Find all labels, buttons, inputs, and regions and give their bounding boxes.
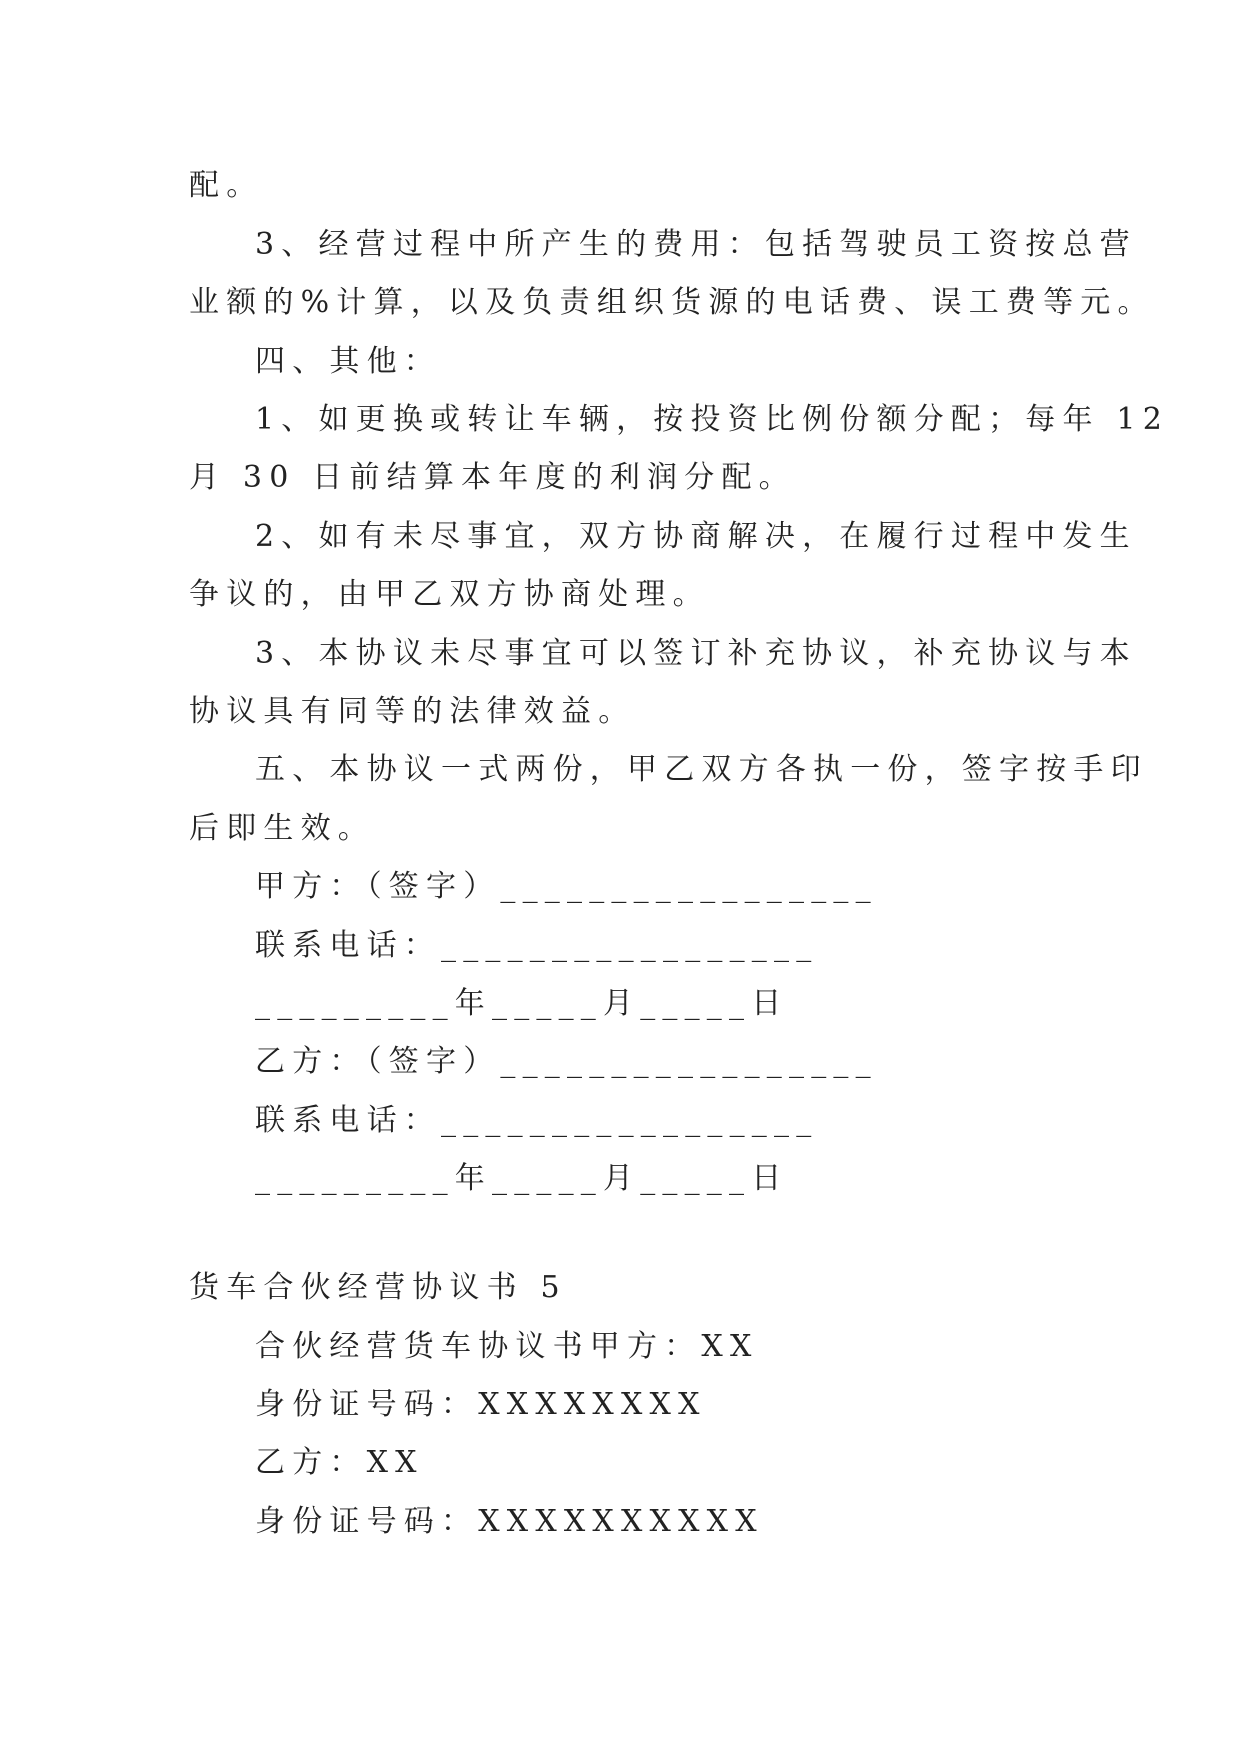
document-title: 货车合伙经营协议书 5: [189, 1270, 567, 1305]
text-line: 后即生效。: [189, 811, 375, 846]
text-line: 2、如有未尽事宜，双方协商解决，在履行过程中发生: [255, 519, 1137, 554]
text-line: 身份证号码：XXXXXXXXXX: [255, 1504, 764, 1539]
text-line: 身份证号码：XXXXXXXX: [255, 1387, 707, 1422]
text-line: 3、本协议未尽事宜可以签订补充协议，补充协议与本: [255, 636, 1137, 671]
text-line: 3、经营过程中所产生的费用：包括驾驶员工资按总营: [255, 227, 1137, 262]
section-heading: 四、其他：: [255, 344, 441, 379]
text-line: 争议的，由甲乙双方协商处理。: [189, 577, 710, 612]
signature-line-party-a: 甲方：（签字）_________________: [255, 869, 878, 904]
text-line: 业额的%计算，以及负责组织货源的电话费、误工费等元。: [189, 285, 1155, 320]
date-line-party-b: _________年_____月_____日: [255, 1161, 789, 1196]
text-line: 乙方：XX: [255, 1445, 424, 1480]
text-line: 1、如更换或转让车辆，按投资比例份额分配；每年 12: [255, 402, 1169, 437]
phone-line-party-a: 联系电话：_________________: [255, 928, 819, 963]
phone-line-party-b: 联系电话：_________________: [255, 1103, 819, 1138]
text-line: 配。: [189, 168, 264, 203]
text-line: 协议具有同等的法律效益。: [189, 694, 636, 729]
text-line: 合伙经营货车协议书甲方：XX: [255, 1329, 759, 1364]
text-line: 五、本协议一式两份，甲乙双方各执一份，签字按手印: [255, 752, 1148, 787]
date-line-party-a: _________年_____月_____日: [255, 986, 789, 1021]
signature-line-party-b: 乙方：（签字）_________________: [255, 1044, 878, 1079]
text-line: 月 30 日前结算本年度的利润分配。: [189, 460, 796, 495]
